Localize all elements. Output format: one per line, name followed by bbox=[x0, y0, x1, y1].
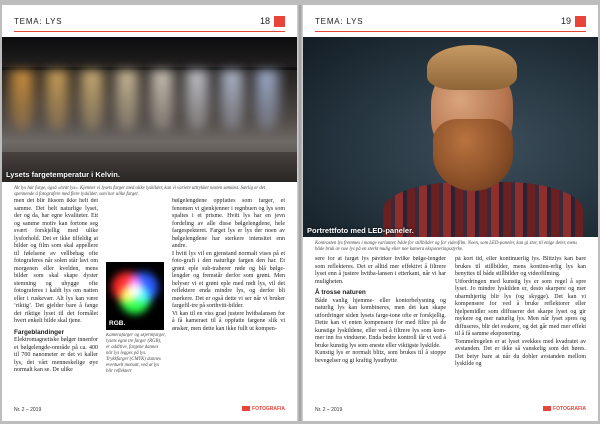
brand-logo-icon bbox=[543, 406, 551, 411]
lamp-glow bbox=[147, 70, 177, 130]
paragraph: på kort tid, eller kontinuerlig lys. Blitzlys kan bare brukes til stillbilder, mens kontinu-erlig lys kan benyttes til både stillbilder og videofilming. bbox=[455, 256, 586, 277]
lamp-glow bbox=[252, 70, 282, 130]
right-page bbox=[303, 5, 598, 421]
section-label: TEMA: LYS bbox=[14, 17, 63, 26]
right-header bbox=[315, 17, 586, 28]
lamp-glow bbox=[182, 70, 212, 130]
issue-number: Nr. 2 – 2019 bbox=[14, 407, 42, 413]
issue-number: Nr. 2 – 2019 bbox=[315, 407, 343, 413]
portrait-image bbox=[303, 37, 598, 237]
rgb-label: RGB. bbox=[109, 320, 126, 327]
lamp-glow bbox=[112, 70, 142, 130]
paragraph: Utfordringen med kunstig lys er som regel å spre lyset. Jo mindre lyskilden er, desto skarpere og mer ubarmhjertig blir lys (og skygge). Det kan vi kompensere for ved å bruke reflektorer eller hjelpemidler som diffuserer det skarpe lyset og gir mykere og mer naturlig lys. Men når lyset spres og diffuseres, blir det svakere, og det går med mer effekt til å få samme eksponering. bbox=[455, 278, 586, 337]
left-page bbox=[2, 5, 297, 421]
rgb-caption: Kamerafarger og skjermfarger, lysets egne tre farger (RGB), er additive, fargene dannes når lys legges på lys. Trykkfarger (CMYK) dannes eventuelt motsatt, ved at lys blir reflektert bbox=[106, 333, 166, 374]
paragraph: Kunstig lys er normalt blitz, som brukes til å stoppe bevegelser og gi kraftig lysutbytte bbox=[315, 350, 446, 364]
paragraph: Vi kan til en viss grad justere hvitbalansen for å få kameraet til å oppfatte fargene slik vi ønsker, men dette kan ikke fullt ut kompen- bbox=[172, 310, 285, 332]
left-header bbox=[14, 17, 285, 28]
lamp-glow bbox=[77, 70, 107, 130]
kelvin-lamps-image bbox=[2, 37, 297, 182]
brand-text: FOTOGRAFIA bbox=[553, 406, 586, 412]
beard bbox=[433, 119, 513, 191]
green-light bbox=[120, 284, 150, 314]
left-footer bbox=[14, 406, 285, 414]
image-caption-text: Kontrasten lys fremmes i mange varianter, både for stillbilder og for videofilm. Noen, som LED-paneler, kan gi stor, til enige deler, mens både bruk av noe lys på en sterkt mulig eller noe kamera eksponeringsstyrke. bbox=[315, 241, 578, 252]
paragraph: Elektromagnetiske bølger innenfor et bølgelengde-område på ca. 400 til 700 nanometer er det vi kaller lys, det vårt menneskelige øye normalt kan se. De ulike bbox=[14, 337, 98, 373]
image-caption-title: Portrettfoto med LED-paneler. bbox=[307, 226, 414, 235]
lamp-glow bbox=[217, 70, 247, 130]
section-label: TEMA: LYS bbox=[315, 17, 364, 26]
page-number-marker bbox=[274, 16, 285, 27]
brand bbox=[543, 406, 586, 412]
left-column-2 bbox=[172, 198, 285, 398]
lamp-glow bbox=[7, 70, 37, 130]
right-footer bbox=[315, 406, 586, 414]
image-caption-title: Lysets fargetemperatur i Kelvin. bbox=[6, 170, 120, 179]
rgb-image bbox=[106, 262, 164, 330]
right-column-2 bbox=[455, 256, 586, 401]
hair bbox=[427, 45, 517, 90]
page-number: 19 bbox=[560, 16, 571, 26]
subheading: Fargeblandinger bbox=[14, 328, 65, 336]
paragraph: I hvitt lys vil en gjenstand normalt vises på et foto-grafi i den naturlige fargen den har. Et grønt eple sub-traherer røde og blå bølge-lengder og fremstår derfor som grønt. Men belyser vi et grønt eple med rødt lys, vil det reflektere enda mindre lys, og derfor bli mørkere. Det er også dette vi ser når vi bruker fargefil-tre på sorthvitt-bilder. bbox=[172, 250, 285, 309]
paragraph: sere for at farget lys påvirker hvilke bølge-lengder som reflekteres. Det er alltid mer effektivt å filtrere lyset enn å justere hvitba-lansen i etterkant, når vi har muligheten. bbox=[315, 256, 446, 285]
image-caption-text: Alt lys har farge, også «hvitt lys». Kjenner vi lysets farger med ulike lyskilder, kan vi variere uttrykket nesten sømløst. Særlig er det spennende å fotografere med flere lyskilder, som har ulike farger. bbox=[14, 186, 266, 197]
brand bbox=[242, 406, 285, 412]
paragraph: Tommelregelen er at lyset svekkes med kvadratet av avstanden. Det er ikke så vanskelig som det høres. Det betyr bare at når du dobler avstanden mellom lyskilde og bbox=[455, 338, 586, 367]
lamp-glow bbox=[42, 70, 72, 130]
left-column-1 bbox=[14, 198, 98, 398]
paragraph: men det blir liksom ikke helt det samme. Det helt naturlige lyset, der og da, har egne kvaliteter. Ett og samme motiv kan fortone seg svært forskjellig med ulike lysforhold. Det er ikke tilfeldig at bilder og film som skal appellere til følelsene av vellbehag ofte fotograferes når solen står lavt om morgenen eller kvelden, mens bilder som skal skape dyster stemning og uhygge ofte fotograferes i kaldt lys om natten eller i ruskevær. Alt lys kan være ‘riktig’. Det gjelder bare å fange det riktige lyset til det formålet hvert enkelt bilde skal tjene. bbox=[14, 198, 98, 324]
right-column-1 bbox=[315, 256, 446, 401]
subheading: Å trosse naturen bbox=[315, 289, 366, 296]
paragraph: bølgelengdene oppfattes som farger, et fenomen vi gjenkjenner i regnbuen og lys som spaltes i et prisme. Hvitt lys har en jevn fordeling av alle disse bølgelengdene, hele fargespekteret. Farget lys er lys der noen av bølgelengdene har sterkere intensitet enn andre. bbox=[172, 198, 285, 249]
header-rule bbox=[14, 31, 285, 32]
paragraph: Både vanlig hjemme- eller kontorbelysning og naturlig lys kan kombineres, men det kan skape utfordringer siden lysets farge-tone ofte er forskjellig. Dette kan vi enten kompensere for med filtre på de kunstige lyskildene, eller ved å filtrere lys som kom-mer inn fra vinduene. Enda bedre kontroll får vi ved å bruke kunstig lys som eneste eller viktigste lyskilde. bbox=[315, 297, 446, 349]
brand-text: FOTOGRAFIA bbox=[252, 406, 285, 412]
page-number: 18 bbox=[259, 16, 270, 26]
page-number-marker bbox=[575, 16, 586, 27]
header-rule bbox=[315, 31, 586, 32]
brand-logo-icon bbox=[242, 406, 250, 411]
